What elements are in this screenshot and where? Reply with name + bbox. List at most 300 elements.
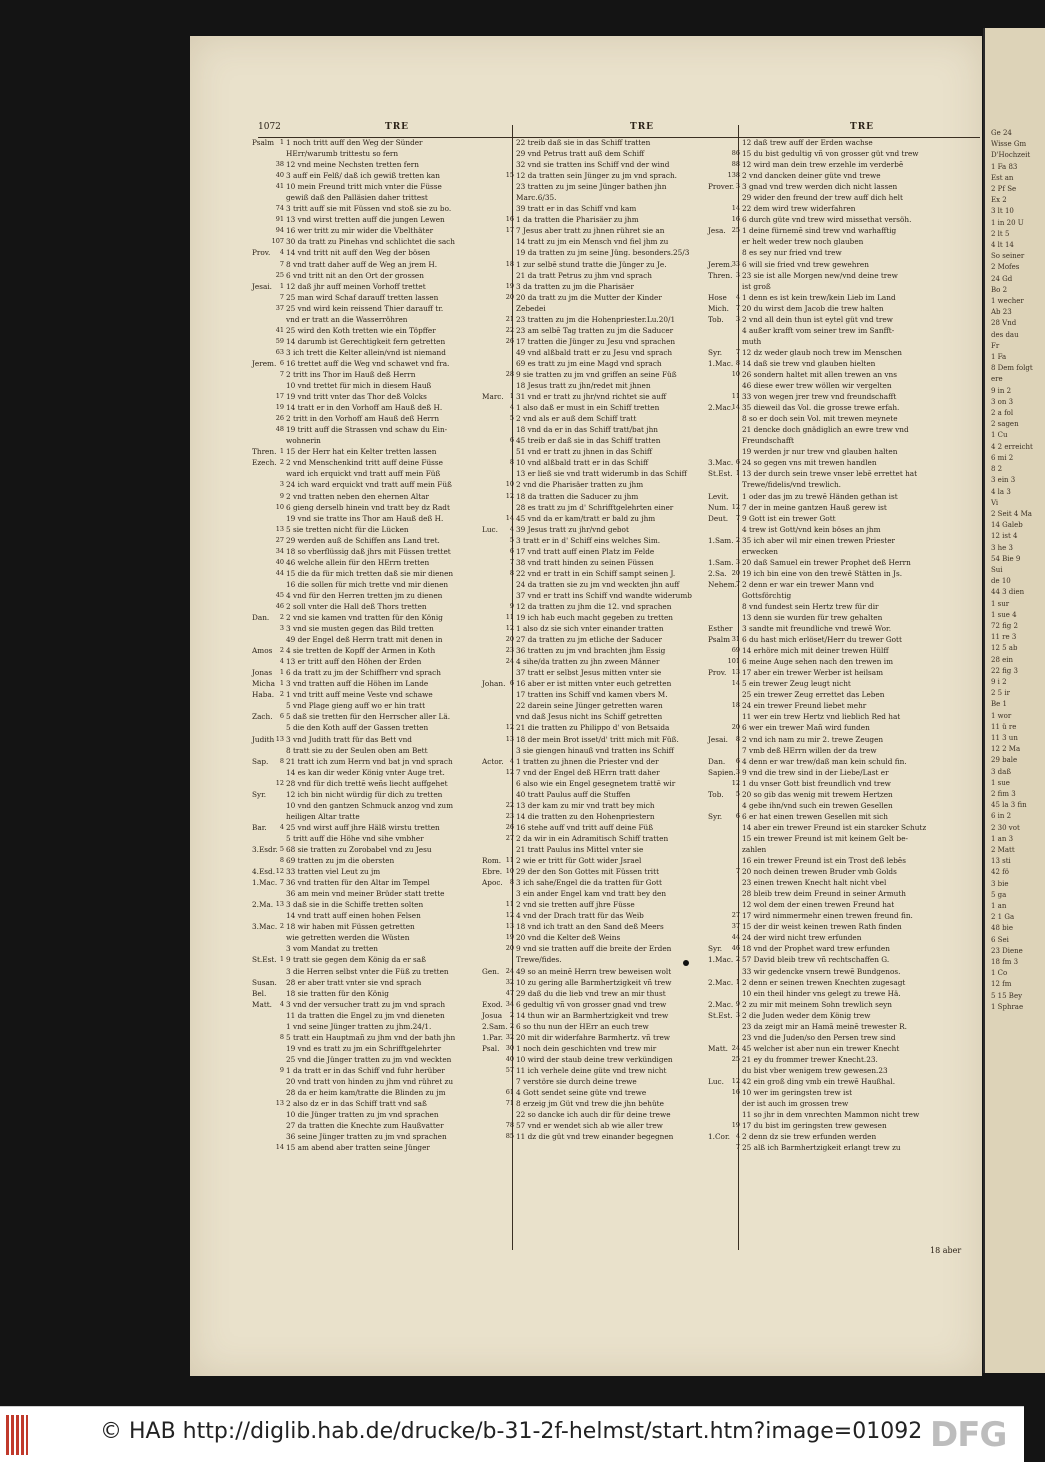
chapter-number: 2 xyxy=(279,458,284,467)
verse-text: 45 vnd da er kam/tratt er bald zu jhm xyxy=(516,513,656,523)
book-abbrev: Psalm xyxy=(252,138,275,147)
concordance-entry xyxy=(505,336,736,347)
fragment-line: 3 daß xyxy=(991,767,1012,776)
concordance-entry xyxy=(505,292,736,303)
concordance-entry xyxy=(286,1120,510,1131)
verse-text: 1 also daß er must in ein Schiff tretten xyxy=(516,403,660,413)
concordance-entry xyxy=(275,347,510,358)
concordance-entry xyxy=(505,833,736,844)
verse-text: 5 vnd Plage gieng auff wo er hin tratt xyxy=(286,701,426,711)
book-abbrev: St.Est. xyxy=(252,955,277,965)
chapter-number: 20 xyxy=(505,292,514,301)
verse-text: 39 Jesus tratt zu jhr/vnd gebot xyxy=(516,524,629,534)
fragment-line: 28 ein xyxy=(991,655,1014,664)
concordance-entry xyxy=(516,446,736,457)
verse-text: 36 tratten zu jm vnd brachten jhm Essig xyxy=(516,646,666,656)
verse-text: 2 tritt in den Vorhoff am Hauß deß Herrn xyxy=(286,414,440,424)
chapter-number: 37 xyxy=(731,922,740,931)
verse-text: 3 ein ander Engel kam vnd tratt bey den xyxy=(516,889,667,899)
chapter-number: 14 xyxy=(731,679,740,688)
concordance-entry xyxy=(505,767,736,778)
verse-text: 2 denn er seinen trewen Knechten zugesagt xyxy=(742,977,906,987)
fragment-line: 48 bie xyxy=(991,924,1013,933)
book-abbrev: Luc. xyxy=(482,524,498,534)
chapter-number: 12 xyxy=(505,767,514,776)
verse-text: 14 aber ein trewer Freund ist ein starcker Schutz xyxy=(742,822,927,832)
verse-text: 18 vnd ich tratt an den Sand deß Meers xyxy=(516,922,664,932)
verse-text: 1 zur selbē stund tratte die Jünger zu Je. xyxy=(516,259,667,269)
verse-text: gewiß daß den Palläsien daher trittest xyxy=(286,193,428,203)
concordance-entry xyxy=(482,524,736,535)
fragment-line: 22 fig 3 xyxy=(991,666,1018,675)
concordance-entry xyxy=(286,1076,510,1087)
verse-text: 1 da tratten die Pharisäer zu jhm xyxy=(516,215,639,225)
concordance-entry xyxy=(279,656,510,667)
verse-text: 36 vnd tratten für den Altar im Tempel xyxy=(286,878,430,888)
verse-text: 26 sondern haltet mit allen trewen an vns xyxy=(742,369,897,379)
verse-text: 19 vnd es tratt zu jm ein Schrifftgelehrter xyxy=(286,1043,442,1053)
verse-text: 3 vom Mandat zu tretten xyxy=(286,944,378,954)
verse-text: 6 meine Auge sehen nach den trewen im xyxy=(742,657,893,667)
concordance-entry xyxy=(742,601,980,612)
fragment-line: Ab 23 xyxy=(991,308,1012,317)
concordance-entry xyxy=(708,579,980,590)
chapter-number: 14 xyxy=(731,204,740,213)
verse-text: 15 der dir weist keinen trewen Rath finden xyxy=(742,922,902,932)
concordance-entry xyxy=(252,977,510,988)
concordance-entry xyxy=(505,943,736,954)
fragment-line: 3 on 3 xyxy=(991,397,1014,406)
concordance-entry xyxy=(731,214,980,225)
chapter-number: 27 xyxy=(505,833,514,842)
chapter-number: 6 xyxy=(735,756,740,765)
verse-text: 13 der kam zu mir vnd tratt bey mich xyxy=(516,800,655,810)
verse-text: 18 da tratten die Saducer zu jhm xyxy=(516,491,639,501)
book-abbrev: Marc. xyxy=(482,392,504,402)
verse-text: 11 wer ein trew Hertz vnd lieblich Red hat xyxy=(742,712,901,722)
concordance-entry xyxy=(286,435,510,446)
concordance-entry xyxy=(708,811,980,822)
verse-text: 9 tratt sie gegen dem König da er saß xyxy=(286,955,426,965)
fragment-line: Vi xyxy=(991,498,999,507)
book-abbrev: Syr. xyxy=(708,944,723,954)
book-abbrev: 3.Esdr. xyxy=(252,845,278,854)
column-head-1: TRE xyxy=(385,122,410,132)
verse-text: 28 bleib trew deim Freund in seiner Armuth xyxy=(742,889,906,899)
verse-text: 6 er hat einen trewen Gesellen mit sich xyxy=(742,811,888,821)
concordance-entry xyxy=(516,954,736,965)
book-abbrev: 1.Mac. xyxy=(252,878,278,888)
chapter-number: 1 xyxy=(279,447,284,456)
concordance-entry xyxy=(509,557,736,568)
concordance-entry xyxy=(731,932,980,943)
fragment-line: 5 ga xyxy=(991,890,1007,899)
fragment-line: 9 in 2 xyxy=(991,386,1012,395)
chapter-number: 1 xyxy=(509,392,514,401)
chapter-number: 32 xyxy=(505,977,514,986)
fragment-line: 29 bale xyxy=(991,756,1018,765)
verse-text: 22 so dancke ich auch dir für deine trewe xyxy=(516,1110,671,1120)
verse-text: 3 vnd der versucher tratt zu jm vnd sprach xyxy=(286,999,446,1009)
verse-text: 5 die den Koth auff der Gassen tretten xyxy=(286,723,429,733)
concordance-entry xyxy=(286,1131,510,1142)
concordance-entry xyxy=(505,1120,736,1131)
chapter-number: 38 xyxy=(275,160,284,169)
verse-text: 14 tratt zu jm ein Mensch vnd fiel jhm zu xyxy=(516,237,669,247)
concordance-entry xyxy=(742,966,980,977)
concordance-entry xyxy=(252,877,510,888)
fragment-line: 8 Dem folgt xyxy=(991,364,1033,373)
fragment-line: 1 wor xyxy=(991,711,1012,720)
fragment-line: Be 1 xyxy=(991,700,1007,709)
verse-text: 9 vnd sie tratten auff die breite der Erden xyxy=(516,944,672,954)
concordance-entry xyxy=(275,391,510,402)
verse-text: 8 es sey nur fried vnd trew xyxy=(742,248,842,258)
verse-text: 4 trew ist Gott/vnd kein böses an jhm xyxy=(742,524,881,534)
verse-text: 10 wird der staub deine trew verkündigen xyxy=(516,1054,673,1064)
chapter-number: 86 xyxy=(731,149,740,158)
verse-text: 12 wol dem der einen trewen Freund hat xyxy=(742,900,895,910)
chapter-number: 4 xyxy=(509,524,514,533)
verse-text: 5 tratt ein Hauptmañ zu jhm vnd der bath jhn xyxy=(286,1032,456,1042)
verse-text: 28 vnd für dich trettē weñs liecht auffgehet xyxy=(286,778,448,788)
verse-text: 21 tratt Paulus ins Mittel vnter sie xyxy=(516,845,644,854)
concordance-entry xyxy=(708,225,980,236)
concordance-entry xyxy=(708,977,980,988)
chapter-number: 2 xyxy=(735,955,740,964)
book-abbrev: 2.Sa. xyxy=(708,568,727,578)
verse-text: 18 vnd der Prophet ward trew erfunden xyxy=(742,944,890,954)
verse-text: 49 der Engel deß Herrn tratt mit denen in xyxy=(286,635,443,645)
concordance-entry xyxy=(509,435,736,446)
verse-text: 8 tratt sie zu der Seulen oben am Bett xyxy=(286,745,428,755)
concordance-entry xyxy=(516,789,736,800)
concordance-entry xyxy=(286,811,510,822)
verse-text: 57 David bleib trew vñ rechtschaffen G. xyxy=(742,955,890,965)
chapter-number: 13 xyxy=(505,922,514,931)
concordance-entry xyxy=(252,734,510,745)
concordance-entry xyxy=(505,921,736,932)
book-abbrev: Tob. xyxy=(708,314,724,324)
verse-text: 15 du bist gedultig vñ von grosser güt vnd trew xyxy=(742,149,919,159)
chapter-number: 6 xyxy=(509,546,514,555)
verse-text: 2 denn er war ein trewer Mann vnd xyxy=(742,579,875,589)
chapter-number: 20 xyxy=(505,944,514,953)
chapter-number: 5 xyxy=(279,845,284,853)
chapter-number: 9 xyxy=(735,999,740,1008)
book-abbrev: Jerem. xyxy=(252,358,277,368)
concordance-entry xyxy=(742,435,980,446)
chapter-number: 22 xyxy=(505,325,514,334)
verse-text: 3 tritt auff sie mit Füssen vnd stoß sie zu bo. xyxy=(286,204,452,214)
verse-text: 3 ich sahe/Engel die da tratten für Gott xyxy=(516,878,662,888)
chapter-number: 7 xyxy=(279,878,284,887)
verse-text: 22 vnd er tratt in ein Schiff sampt seinen J. xyxy=(516,568,676,578)
concordance-entry xyxy=(482,866,736,877)
concordance-entry xyxy=(742,446,980,457)
concordance-entry xyxy=(516,347,736,358)
chapter-number: 11 xyxy=(505,900,514,909)
concordance-entry xyxy=(286,910,510,921)
concordance-entry xyxy=(275,568,510,579)
concordance-entry xyxy=(708,535,980,546)
chapter-number: 19 xyxy=(505,281,514,290)
verse-text: 51 vnd er tratt zu jhnen in das Schiff xyxy=(516,447,653,457)
fragment-line: 1 sue 4 xyxy=(991,610,1017,619)
concordance-entry xyxy=(509,601,736,612)
book-abbrev: 3.Mac. xyxy=(708,458,734,468)
concordance-entry xyxy=(708,667,980,678)
verse-text: 30 da tratt zu Pinehas vnd schlichtet die sach xyxy=(286,237,455,247)
copyright-link[interactable]: © HAB http://diglib.hab.de/drucke/b-31-2f-helmst/start.htm?image=01092 xyxy=(100,1419,923,1444)
ink-dot xyxy=(683,960,689,966)
concordance-entry xyxy=(286,380,510,391)
concordance-entry xyxy=(708,634,980,645)
book-abbrev: Bel. xyxy=(252,988,267,998)
concordance-entry xyxy=(708,767,980,778)
chapter-number: 17 xyxy=(275,392,284,401)
fragment-line: 24 Gd xyxy=(991,274,1013,283)
chapter-number: 14 xyxy=(275,1143,284,1152)
concordance-entry xyxy=(708,756,980,767)
verse-text: heiligen Altar tratte xyxy=(286,811,360,821)
chapter-number: 12 xyxy=(731,502,740,511)
concordance-entry xyxy=(505,479,736,490)
verse-text: 23 tratten zu jm die Hohenpriester.Lu.20/1 xyxy=(516,314,676,324)
fragment-line: 1 sur xyxy=(991,599,1010,608)
concordance-entry xyxy=(742,479,980,490)
fragment-line: 6 mi 2 xyxy=(991,453,1014,462)
book-abbrev: 1.Cor. xyxy=(708,1132,730,1142)
verse-text: 2 vnd die Pharisäer tratten zu jhm xyxy=(516,480,644,490)
chapter-number: 11 xyxy=(505,856,514,865)
concordance-entry xyxy=(505,369,736,380)
chapter-number: 27 xyxy=(275,535,284,544)
concordance-entry xyxy=(252,137,510,148)
verse-text: 17 tratten die Jünger zu Jesu vnd sprachen xyxy=(516,336,676,346)
verse-text: 33 wir gedencke vnsern trewē Bundgenos. xyxy=(742,966,901,976)
verse-text: 45 welcher ist aber nun ein trewer Knecht xyxy=(742,1043,900,1053)
fragment-line: Ex 2 xyxy=(991,196,1007,205)
book-abbrev: Prover. xyxy=(708,182,735,192)
verse-text: 6 gieng derselb hinein vnd tratt bey dz Radt xyxy=(286,502,450,512)
concordance-entry xyxy=(279,623,510,634)
chapter-number: 14 xyxy=(505,513,514,522)
verse-text: 19 ich hab euch macht gegeben zu tretten xyxy=(516,613,673,623)
concordance-entry xyxy=(252,457,510,468)
concordance-entry xyxy=(731,645,980,656)
concordance-entry xyxy=(279,1032,510,1043)
chapter-number: 10 xyxy=(505,867,514,876)
verse-text: 3 sandte mit freundliche vnd trewē Wor. xyxy=(742,624,892,634)
book-abbrev: Nehem. xyxy=(708,579,737,589)
verse-text: 1 noch tritt auff den Weg der Sünder xyxy=(286,138,423,147)
verse-text: 21 dencke doch gnädiglich an ewre trew vnd xyxy=(742,425,909,435)
concordance-entry xyxy=(708,402,980,413)
verse-text: 7 Jesus aber tratt zu jhnen rühret sie an xyxy=(516,226,665,236)
concordance-entry xyxy=(275,601,510,612)
verse-text: 10 wer im geringsten trew ist xyxy=(742,1088,853,1098)
concordance-entry xyxy=(742,380,980,391)
verse-text: 12 ich bin nicht würdig für dich zu tretten xyxy=(286,789,443,799)
book-abbrev: Matt. xyxy=(252,999,273,1009)
fragment-line: 2 Pf Se xyxy=(991,185,1017,194)
verse-text: 29 wider den freund der trew auff dich helt xyxy=(742,193,903,203)
chapter-number: 10 xyxy=(505,480,514,489)
verse-text: 14 thun wir an Barmhertzigkeit vnd trew xyxy=(516,1010,669,1020)
concordance-entry xyxy=(279,491,510,502)
concordance-entry xyxy=(286,1021,510,1032)
verse-text: 46 welche allein für den HErrn tretten xyxy=(286,557,430,567)
verse-text: 11 da tratten die Engel zu jm vnd dieneten xyxy=(286,1010,445,1020)
verse-text: 18 sie tratten für den König xyxy=(286,988,389,998)
fragment-line: 1 Co xyxy=(991,969,1008,978)
verse-text: 19 tritt auff die Strassen vnd schaw du Ein- xyxy=(286,425,448,435)
verse-text: 21 die tratten zu Philippo d' von Betsaida xyxy=(516,723,670,733)
book-abbrev: Jesai. xyxy=(708,734,728,744)
concordance-entry xyxy=(482,1010,736,1021)
verse-text: 14 erhöre mich mit deiner trewen Hülff xyxy=(742,646,889,656)
verse-text: 3 daß sie in die Schiffe tretten solten xyxy=(286,900,424,910)
verse-text: 8 vnd tratt daher auff de Weg an jrem H. xyxy=(286,259,438,269)
verse-text: 13 denn sie wurden für trew gehalten xyxy=(742,613,883,623)
verse-text: 29 daß du die lieb vnd trew an mir thust xyxy=(516,988,666,998)
chapter-number: 2 xyxy=(279,613,284,622)
chapter-number: 41 xyxy=(275,325,284,334)
verse-text: 2 vnd dancken deiner güte vnd trewe xyxy=(742,171,881,181)
fragment-line: 2 Matt xyxy=(991,846,1015,854)
chapter-number: 34 xyxy=(275,546,284,555)
chapter-number: 6 xyxy=(509,436,514,445)
concordance-entry xyxy=(516,667,736,678)
verse-text: 2 zu mir mit meinem Sohn trewlich seyn xyxy=(742,999,892,1009)
concordance-entry xyxy=(516,844,736,855)
concordance-entry xyxy=(275,336,510,347)
chapter-number: 8 xyxy=(509,458,514,467)
concordance-entry xyxy=(275,524,510,535)
chapter-number: 7 xyxy=(735,1143,740,1152)
fragment-line: 11 re 3 xyxy=(991,633,1017,642)
concordance-entry xyxy=(708,1043,980,1054)
chapter-number: 1 xyxy=(279,955,284,964)
concordance-entry xyxy=(742,689,980,700)
concordance-entry xyxy=(482,678,736,689)
concordance-entry xyxy=(731,148,980,159)
book-abbrev: Luc. xyxy=(708,1076,724,1086)
verse-text: 14 die tratten zu den Hohenpriestern xyxy=(516,811,655,821)
concordance-entry xyxy=(279,369,510,380)
concordance-entry xyxy=(505,623,736,634)
concordance-entry xyxy=(731,1054,980,1065)
chapter-number: 13 xyxy=(275,734,284,743)
fragment-line: Est an xyxy=(991,173,1014,182)
concordance-entry xyxy=(727,656,980,667)
concordance-entry xyxy=(482,1043,736,1054)
verse-text: 5 sie tretten nicht für die Lücken xyxy=(286,524,409,534)
chapter-number: 10 xyxy=(275,502,284,511)
concordance-entry xyxy=(505,281,736,292)
chapter-number: 26 xyxy=(275,414,284,423)
fragment-line: 1 in 20 U xyxy=(991,218,1024,227)
verse-text: 20 da tratt zu jm die Mutter der Kinder xyxy=(516,292,662,302)
chapter-number: 41 xyxy=(275,182,284,191)
verse-text: 16 ein trewer Freund ist ein Trost deß lebēs xyxy=(742,856,906,866)
verse-text: 2 vnd sie tretten auff jhre Füsse xyxy=(516,900,635,910)
verse-text: 6 du hast mich erlöset/Herr du trewer Gott xyxy=(742,635,902,645)
chapter-number: 18 xyxy=(505,259,514,268)
chapter-number: 6 xyxy=(735,458,740,467)
verse-text: 19 ich bin eine von den trewē Stätten in Js. xyxy=(742,568,903,578)
chapter-number: 6 xyxy=(509,679,514,688)
concordance-entry xyxy=(516,711,736,722)
verse-text: 6 so thu nun der HErr an euch trew xyxy=(516,1021,649,1031)
verse-text: 17 wird nimmermehr einen trewen freund fin. xyxy=(742,911,913,921)
verse-text: 19 vnd tritt vnter das Thor deß Volcks xyxy=(286,392,427,402)
verse-text: Marc.6/35. xyxy=(516,193,557,203)
verse-text: du bist vber wenigem trew gewesen.23 xyxy=(742,1065,888,1075)
concordance-entry xyxy=(252,921,510,932)
verse-text: 35 dieweil das Vol. die grosse trewe erfah. xyxy=(742,403,900,413)
verse-text: 29 vnd Petrus tratt auß dem Schiff xyxy=(516,149,645,159)
concordance-entry xyxy=(275,413,510,424)
fragment-line: 14 Galeb xyxy=(991,521,1023,530)
chapter-number: 2 xyxy=(279,646,284,655)
verse-text: 2 soll vnter die Hall deß Thors tretten xyxy=(286,601,427,611)
verse-text: 1 oder das jm zu trewē Händen gethan ist xyxy=(742,491,898,501)
book-abbrev: Micha xyxy=(252,679,275,689)
column-1-entries xyxy=(252,137,510,1153)
chapter-number: 71 xyxy=(505,1099,514,1108)
chapter-number: 101 xyxy=(727,657,740,666)
fragment-line: 1 an 3 xyxy=(991,834,1014,843)
chapter-number: 40 xyxy=(275,171,284,180)
verse-text: 15 ein trewer Freund ist mit keinem Gelt be- xyxy=(742,833,908,843)
fragment-line: 2 fim 3 xyxy=(991,789,1016,798)
concordance-entry xyxy=(742,800,980,811)
concordance-entry xyxy=(505,1131,736,1142)
verse-text: 37 tratt er selbst Jesus mitten vnter sie xyxy=(516,668,662,678)
concordance-entry xyxy=(279,1065,510,1076)
book-abbrev: Susan. xyxy=(252,977,277,987)
verse-text: 25 alß ich Barmhertzigkeit erlangt trew zu xyxy=(742,1143,901,1153)
concordance-entry xyxy=(252,789,510,800)
verse-text: 16 wer tritt zu mir wider die Vbelthäter xyxy=(286,226,434,236)
concordance-entry xyxy=(286,1010,510,1021)
concordance-entry xyxy=(505,811,736,822)
verse-text: 7 der in meine gantzen Hauß gerew ist xyxy=(742,502,887,512)
fragment-line: 12 2 Ma xyxy=(991,745,1021,754)
verse-text: 10 zu gering alle Barmhertzigkeit vñ trew xyxy=(516,977,672,987)
concordance-entry xyxy=(516,700,736,711)
concordance-entry xyxy=(708,292,980,303)
concordance-entry xyxy=(516,236,736,247)
verse-text: 6 will sie fried vnd trew gewehren xyxy=(742,259,869,269)
concordance-entry xyxy=(708,557,980,568)
chapter-number: 2 xyxy=(279,690,284,699)
verse-text: 1 vnd tritt auff meine Veste vnd schawe xyxy=(286,690,433,700)
verse-text: 8 so er doch sein Vol. mit trewen meynete xyxy=(742,414,898,424)
concordance-entry xyxy=(505,722,736,733)
concordance-entry xyxy=(742,325,980,336)
chapter-number: 61 xyxy=(505,1088,514,1097)
fragment-line: 11 ü re xyxy=(991,722,1017,731)
chapter-number: 15 xyxy=(505,171,514,180)
book-abbrev: Dan. xyxy=(252,613,270,623)
concordance-entry xyxy=(286,745,510,756)
concordance-entry xyxy=(252,899,510,910)
concordance-entry xyxy=(505,1098,736,1109)
verse-text: 13 vnd wirst tretten auff die jungen Lewen xyxy=(286,215,445,225)
